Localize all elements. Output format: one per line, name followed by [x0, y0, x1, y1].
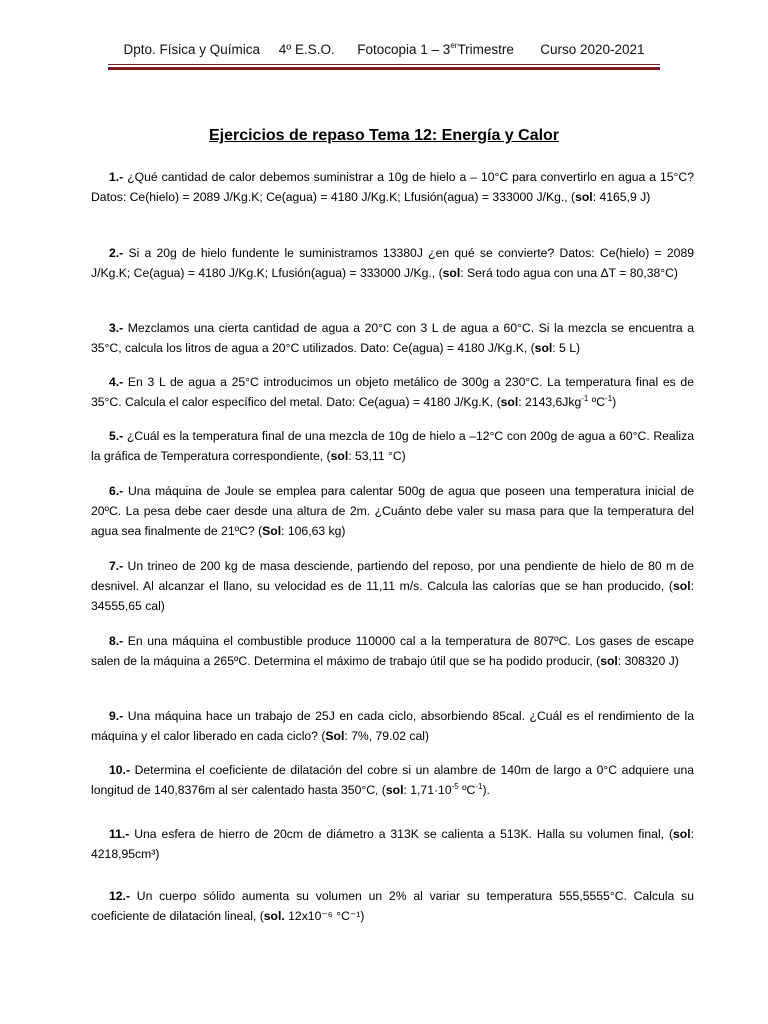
exercise-5: 5.- ¿Cuál es la temperatura final de una mezcla de 10g de hielo a –12°C con 200g de agua a 60°C. Realiza la gráfica de Temperatura correspondiente, (sol: 53,11 °C): [91, 429, 694, 463]
exercise-10: 10.- Determina el coeficiente de dilatación del cobre si un alambre de 140m de largo a 0°C adquiere una longitud de 140,8376m al ser calentado hasta 350°C, (sol: $1,71\cdot 10^{-5}$ ºC$^{-1}$).: [91, 763, 694, 797]
header-school-year: Curso 2020-2021: [540, 41, 645, 57]
exercise-2: 2.- Si a 20g de hielo fundente le suministramos 13380J ¿en qué se convierte? Datos: Ce(hielo) = 2089 J/Kg.K; Ce(agua) = 4180 J/Kg.K; Lfusión(agua) = 333000 J/Kg., (sol: Será todo agua con una ΔT = 80,38°C): [91, 246, 694, 280]
exercise-7: 7.- Un trineo de 200 kg de masa desciende, partiendo del reposo, por una pendiente de hielo de 80 m de desnivel. Al alcanzar el llano, su velocidad es de 11,11 m/s. Calcula las calorías que se han producido, (sol: 34555,65 cal): [91, 559, 694, 613]
exercise-3: 3.- Mezclamos una cierta cantidad de agua a 20°C con 3 L de agua a 60°C. Si la mezcla se encuentra a 35°C, calcula los litros de agua a 20°C utilizados. Dato: Ce(agua) = 4180 J/Kg.K, (sol: 5 L): [91, 321, 694, 355]
header-rule-thin: [108, 64, 660, 65]
header-copy: Fotocopia 1 – 3erTrimestre: [357, 41, 514, 57]
header-rule-thick: [108, 67, 660, 70]
exercise-8: 8.- En una máquina el combustible produce 110000 cal a la temperatura de 807ºC. Los gases de escape salen de la máquina a 265ºC. Determina el máximo de trabajo útil que se ha podido producir, (sol: 308320 J): [91, 634, 694, 668]
exercise-12: 12.- Un cuerpo sólido aumenta su volumen un 2% al variar su temperatura 555,5555°C. Calcula su coeficiente de dilatación lineal, (sol. 12x10⁻⁶ °C⁻¹): [91, 889, 694, 923]
document-title: Ejercicios de repaso Tema 12: Energía y Calor: [208, 127, 560, 144]
header-course: 4º E.S.O.: [278, 41, 335, 57]
exercise-6: 6.- Una máquina de Joule se emplea para calentar 500g de agua que poseen una temperatura inicial de 20ºC. La pesa debe caer desde una altura de 2m. ¿Cuánto debe valer su masa para que la temperatura del agua sea finalmente de 21ºC? (Sol: 106,63 kg): [91, 484, 694, 538]
exercise-1: 1.- ¿Qué cantidad de calor debemos suministrar a 10g de hielo a – 10°C para convertirlo en agua a 15°C? Datos: Ce(hielo) = 2089 J/Kg.K; Ce(agua) = 4180 J/Kg.K; Lfusión(agua) = 333000 J/Kg., (sol: 4165,9 J): [91, 170, 694, 204]
exercise-4: 4.- En 3 L de agua a 25°C introducimos un objeto metálico de 300g a 230°C. La temperatura final es de 35°C. Calcula el calor específico del metal. Dato: Ce(agua) = 4180 J/Kg.K, (sol: 2143,6Jkg$^{-1}$ ºC$^{-1}$): [91, 375, 694, 409]
page-header: [0, 41, 768, 57]
exercise-9: 9.- Una máquina hace un trabajo de 25J en cada ciclo, absorbiendo 85cal. ¿Cuál es el rendimiento de la máquina y el calor liberado en cada ciclo? (Sol: 7%, 79.02 cal): [91, 709, 694, 743]
header-department: Dpto. Física y Química: [123, 41, 260, 57]
exercise-11: 11.- Una esfera de hierro de 20cm de diámetro a 313K se calienta a 513K. Halla su volumen final, (sol: 4218,95cm³): [91, 827, 694, 861]
